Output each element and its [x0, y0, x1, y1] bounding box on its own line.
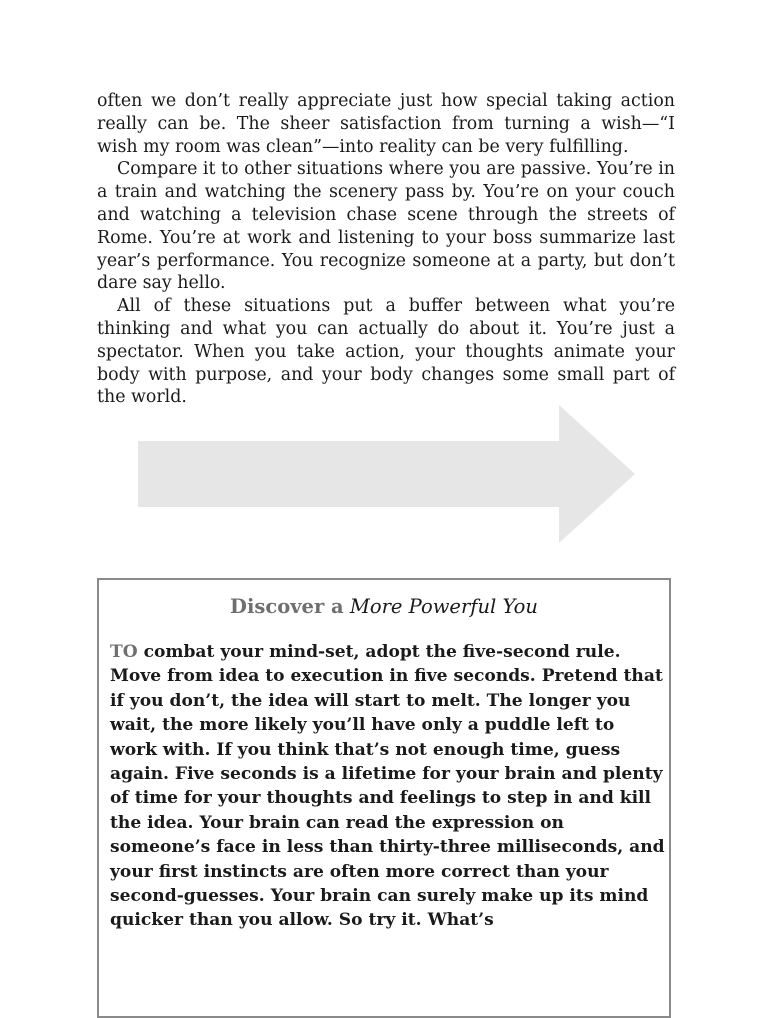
arrow-shape [138, 405, 635, 543]
callout-box [97, 578, 671, 1018]
right-arrow-icon [135, 403, 638, 545]
callout-lead-in: TO [110, 642, 138, 662]
paragraph-passive-situations: Compare it to other situations where you are passive. You’re in a train and watching the scenery pass by. You’re on your couch and watching a television chase scene through the streets of Rome. You’re at work and listening to your boss summarize last year’s performance. You recognize someone at a party, but don’t dare say hello. [97, 159, 675, 294]
paragraph-continuation: often we don’t really appreciate just how special taking action really can be. The sheer satisfaction from turning a wish—“I wish my room was clean”—into reality can be very fulfilling. [97, 91, 675, 157]
callout-body [110, 640, 665, 933]
paragraph-spectator: All of these situations put a buffer between what you’re thinking and what you can actually do about it. You’re just a spectator. When you take action, your thoughts animate your body with purpose, and your body changes some small part of the world. [97, 296, 675, 408]
callout-title [99, 595, 669, 619]
callout-body-text: combat your mind-set, adopt the five-second rule. Move from idea to execution in five seconds. Pretend that if you don’t, the idea will start to melt. The longer you wait, the more likely you’ll have only a puddle left to work with. If you think that’s not enough time, guess again. Five seconds is a lifetime for your brain and plenty of time for your thoughts and feelings to step in and kill the idea. Your brain can read the expression on someone’s face in less than thirty-three milliseconds, and your first instincts are often more correct than your second-guesses. Your brain can surely make up its mind quicker than you allow. So try it. What’s [110, 642, 665, 931]
callout-title-emphasis: More Powerful You [349, 595, 538, 618]
callout-title-lead: Discover a [230, 595, 344, 618]
body-text [97, 90, 675, 409]
